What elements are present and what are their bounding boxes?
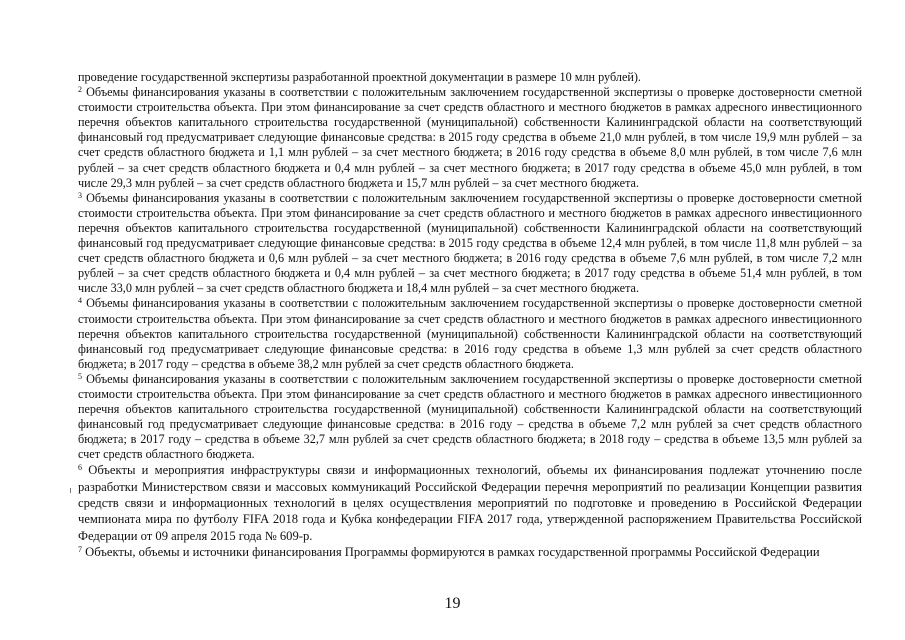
- scan-speck: [70, 488, 71, 493]
- footnote-marker: 5: [78, 371, 82, 381]
- footnote-7: [78, 544, 862, 560]
- document-body: [78, 70, 862, 560]
- footnote-text: проведение государственной экспертизы разработанной проектной документации в размере 10 млн рублей).: [78, 70, 641, 84]
- footnote-marker: 2: [78, 85, 82, 95]
- footnote-4: [78, 296, 862, 371]
- footnote-continuation: [78, 70, 862, 85]
- footnote-text: Объемы финансирования указаны в соответствии с положительным заключением государственной экспертизы о проверке достоверности сметной стоимости строительства объекта. При этом финансирование за счет средств областного и местного бюджетов в рамках адресного инвестиционного перечня объектов капитального строительства государственной (муниципальной) собственности Калининградской области на соответствующий финансовый год предусматривает следующие финансовые средства: в 2016 году средства в объеме 1,3 млн рублей за счет средств областного бюджета; в 2017 году – средства в объеме 38,2 млн рублей за счет средств областного бюджета.: [78, 296, 862, 371]
- footnote-text: Объекты и мероприятия инфраструктуры связи и информационных технологий, объемы их финансирования подлежат уточнению после разработки Министерством связи и массовых коммуникаций Российской Федерации перечня мероприятий по реализации Концепции развития средств связи и информационных технологий в целях осуществления мероприятий по подготовке и проведению в Российской Федерации чемпионата мира по футболу FIFA 2018 года и Кубка конфедерации FIFA 2017 года, утвержденной распоряжением Правительства Российской Федерации от 09 апреля 2015 года № 609-р.: [78, 463, 862, 543]
- footnote-text: Объемы финансирования указаны в соответствии с положительным заключением государственной экспертизы о проверке достоверности сметной стоимости строительства объекта. При этом финансирование за счет средств областного и местного бюджетов в рамках адресного инвестиционного перечня объектов капитального строительства государственной (муниципальной) собственности Калининградской области на соответствующий финансовый год предусматривает следующие финансовые средства: в 2016 году – средства в объеме 7,2 млн рублей за счет средств областного бюджета; в 2017 году – средства в объеме 32,7 млн рублей за счет средств областного бюджета; в 2018 году – средства в объеме 13,5 млн рублей за счет средств областного бюджета.: [78, 371, 862, 462]
- footnote-text: Объемы финансирования указаны в соответствии с положительным заключением государственной экспертизы о проверке достоверности сметной стоимости строительства объекта. При этом финансирование за счет средств областного и местного бюджетов в рамках адресного инвестиционного перечня объектов капитального строительства государственной (муниципальной) собственности Калининградской области на соответствующий финансовый год предусматривает следующие финансовые средства: в 2015 году средства в объеме 12,4 млн рублей, в том числе 11,8 млн рублей – за счет средств областного бюджета и 0,6 млн рублей – за счет местного бюджета; в 2016 году средства в объеме 7,6 млн рублей, в том числе 7,2 млн рублей – за счет средств областного бюджета и 0,4 млн рублей – за счет местного бюджета; в 2017 году средства в объеме 51,4 млн рублей, в том числе 33,0 млн рублей – за счет средств областного бюджета и 18,4 млн рублей – за счет местного бюджета.: [78, 190, 862, 296]
- footnote-text: Объемы финансирования указаны в соответствии с положительным заключением государственной экспертизы о проверке достоверности сметной стоимости строительства объекта. При этом финансирование за счет средств областного и местного бюджетов в рамках адресного инвестиционного перечня объектов капитального строительства государственной (муниципальной) собственности Калининградской области на соответствующий финансовый год предусматривает следующие финансовые средства: в 2015 году средства в объеме 21,0 млн рублей, в том числе 19,9 млн рублей – за счет средств областного бюджета и 1,1 млн рублей – за счет местного бюджета; в 2016 году средства в объеме 8,0 млн рублей, в том числе 7,6 млн рублей – за счет средств областного бюджета и 0,4 млн рублей – за счет местного бюджета; в 2017 году средства в объеме 45,0 млн рублей, в том числе 29,3 млн рублей – за счет средств областного бюджета и 15,7 млн рублей – за счет местного бюджета.: [78, 85, 862, 190]
- footnote-marker: 7: [78, 544, 82, 554]
- footnote-text: Объекты, объемы и источники финансирования Программы формируются в рамках государственной программы Российской Федерации: [85, 544, 820, 559]
- footnote-marker: 4: [78, 296, 82, 306]
- page-number: 19: [444, 595, 461, 612]
- footnote-6: [78, 462, 862, 543]
- footnote-5: [78, 372, 862, 463]
- footnote-marker: 6: [78, 463, 82, 473]
- footnote-3: [78, 191, 862, 297]
- footnote-marker: 3: [78, 190, 82, 200]
- footnote-2: [78, 85, 862, 191]
